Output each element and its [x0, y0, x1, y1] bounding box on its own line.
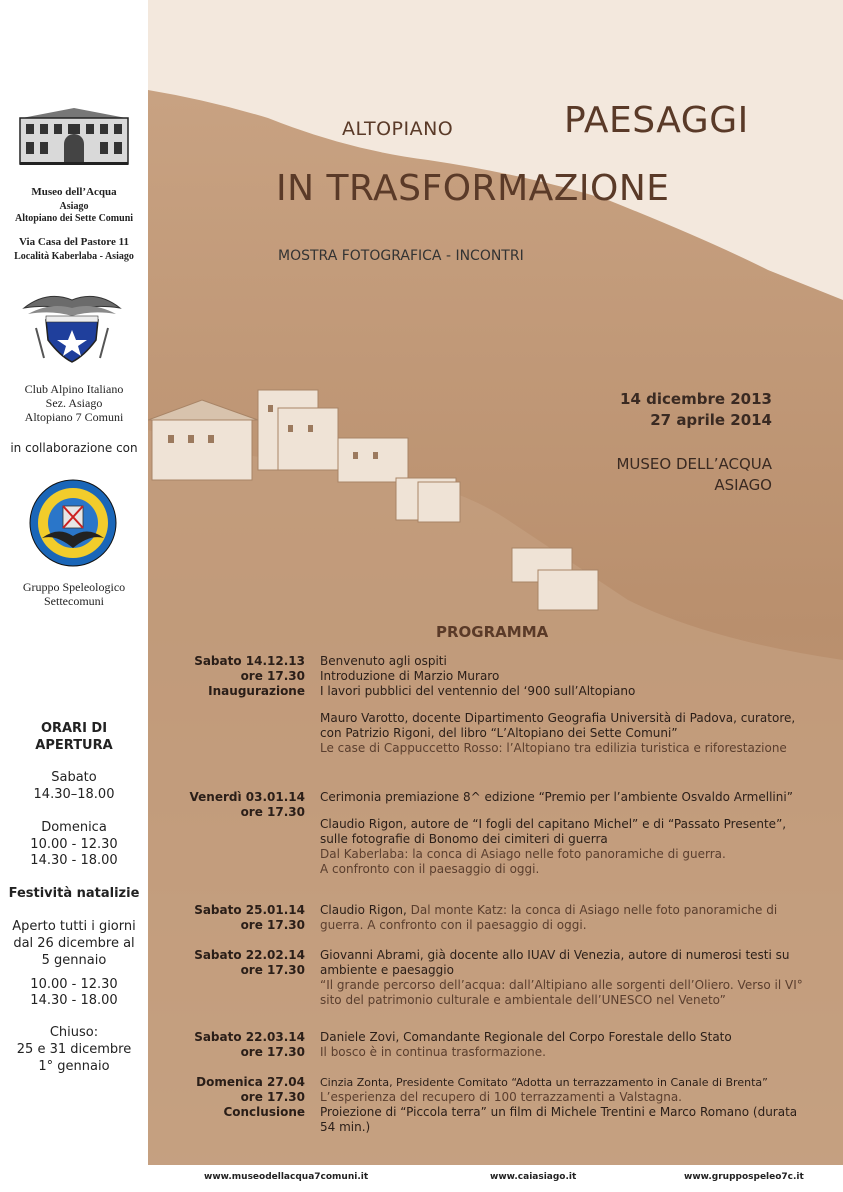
hours-sunday-label: Domenica [41, 820, 107, 835]
event-5-time: ore 17.30 [240, 1045, 305, 1059]
event-1-talk: Le case di Cappuccetto Rosso: l’Altopiano tra edilizia turistica e riforestazione [320, 741, 787, 755]
event-3 [148, 903, 843, 943]
header-subtitle: MOSTRA FOTOGRAFICA - INCONTRI [278, 248, 524, 264]
event-4-speaker: Giovanni Abrami, già docente allo IUAV di Venezia, autore di numerosi testi su ambiente e paesaggio [320, 948, 790, 977]
cai-name: Club Alpino Italiano [24, 382, 124, 396]
event-5-speaker: Daniele Zovi, Comandante Regionale del Corpo Forestale dello Stato [320, 1030, 732, 1044]
holiday-time-2: 14.30 - 18.00 [30, 993, 118, 1008]
event-6 [148, 1075, 843, 1150]
holiday-line-3: 5 gennaio [41, 953, 107, 968]
event-1-details [320, 654, 810, 756]
closed-line-1: 25 e 31 dicembre [16, 1042, 132, 1057]
hours-saturday-label: Sabato [51, 770, 97, 785]
header-paesaggi: PAESAGGI [564, 100, 749, 141]
closed-line-2: 1° gennaio [38, 1059, 110, 1074]
event-6-speaker: Cinzia Zonta, Presidente Comitato “Adotta un terrazzamento in Canale di Brenta” [320, 1076, 768, 1089]
event-2-details [320, 790, 810, 877]
collaboration-text: in collaborazione con [10, 441, 138, 455]
event-2-talk-2: A confronto con il paesaggio di oggi. [320, 862, 540, 876]
event-1-time: ore 17.30 [240, 669, 305, 683]
event-3-talk: Dal monte Katz: la conca di Asiago nelle foto panoramiche di guerra. A confronto con il paesaggio di oggi. [320, 903, 778, 932]
holiday-line-1: Aperto tutti i giorni [12, 919, 136, 934]
cai-eagle-logo [22, 288, 122, 366]
holiday-title: Festività natalizie [8, 886, 140, 901]
header-trasformazione: IN TRASFORMAZIONE [276, 168, 670, 209]
museum-town: Asiago [59, 201, 89, 212]
speleo-name-2: Settecomuni [44, 594, 104, 608]
speleo-name: Gruppo Speleologico [22, 580, 126, 594]
event-3-date: Sabato 25.01.14 [194, 903, 305, 917]
event-5-when [178, 1030, 305, 1060]
event-4-when [178, 948, 305, 978]
event-2-speaker: Claudio Rigon, autore de “I fogli del capitano Michel” e di “Passato Presente”, sulle fotografie di Bonomo dei cimiteri di guerra [320, 817, 787, 846]
sidebar [0, 0, 148, 1165]
holiday-line-2: dal 26 dicembre al [13, 936, 135, 951]
event-1-label: Inaugurazione [208, 684, 305, 698]
museum-area: Altopiano dei Sette Comuni [14, 213, 134, 224]
event-1 [148, 654, 843, 784]
event-5-talk: Il bosco è in continua trasformazione. [320, 1045, 546, 1059]
hours-title-2: APERTURA [35, 738, 113, 753]
event-4-time: ore 17.30 [240, 963, 305, 977]
date-end: 27 aprile 2014 [650, 411, 772, 429]
event-5 [148, 1030, 843, 1065]
event-1-date: Sabato 14.12.13 [194, 654, 305, 668]
event-1-speaker: Mauro Varotto, docente Dipartimento Geografia Università di Padova, curatore, con Patrizio Rigoni, del libro “L’Altopiano dei Sette Comuni” [320, 711, 796, 740]
event-4-details [320, 948, 810, 1008]
event-2-item-1: Cerimonia premiazione 8^ edizione “Premio per l’ambiente Osvaldo Armellini” [320, 790, 793, 804]
venue-name: MUSEO DELL’ACQUA [616, 455, 772, 473]
museum-building-logo [14, 104, 134, 168]
event-1-when [178, 654, 305, 699]
event-2-talk-1: Dal Kaberlaba: la conca di Asiago nelle foto panoramiche di guerra. [320, 847, 726, 861]
hours-sunday-time-1: 10.00 - 12.30 [30, 837, 118, 852]
event-2-date: Venerdì 03.01.14 [189, 790, 305, 804]
footer-link-museum[interactable]: www.museodellacqua7comuni.it [204, 1172, 369, 1182]
event-3-when [178, 903, 305, 933]
event-1-item-3: I lavori pubblici del ventennio del ‘900 sull’Altopiano [320, 684, 636, 698]
event-4-talk: “Il grande percorso dell’acqua: dall’Altipiano alle sorgenti dell’Oliero. Verso il VI° sito del patrimonio culturale e ambientale dell’UNESCO nel Veneto” [320, 978, 803, 1007]
hours-sunday-time-2: 14.30 - 18.00 [30, 853, 118, 868]
event-4 [148, 948, 843, 1018]
footer-link-cai[interactable]: www.caiasiago.it [490, 1172, 577, 1182]
cai-area: Altopiano 7 Comuni [24, 410, 124, 424]
hours-saturday-time: 14.30–18.00 [33, 787, 115, 802]
event-2 [148, 790, 843, 900]
museum-name: Museo dell’Acqua [31, 186, 117, 198]
event-3-time: ore 17.30 [240, 918, 305, 932]
venue-city: ASIAGO [714, 476, 772, 494]
speleo-group-logo [28, 478, 118, 568]
event-6-film: Proiezione di “Piccola terra” un film di Michele Trentini e Marco Romano (durata 54 min.) [320, 1105, 798, 1134]
event-6-talk: L’esperienza del recupero di 100 terrazzamenti a Valstagna. [320, 1090, 682, 1104]
museum-address-locality: Località Kaberlaba - Asiago [14, 251, 134, 262]
museum-address-street: Via Casa del Pastore 11 [19, 236, 129, 248]
event-2-when [178, 790, 305, 820]
event-4-date: Sabato 22.02.14 [194, 948, 305, 962]
event-6-when [178, 1075, 305, 1120]
closed-title: Chiuso: [49, 1025, 99, 1040]
footer-link-speleo[interactable]: www.gruppospeleo7c.it [684, 1172, 804, 1182]
event-6-date: Domenica 27.04 [196, 1075, 305, 1089]
footer [148, 1165, 843, 1192]
event-1-item-2: Introduzione di Marzio Muraro [320, 669, 500, 683]
event-3-speaker: Claudio Rigon, [320, 903, 407, 917]
event-6-label: Conclusione [223, 1105, 305, 1119]
event-3-details [320, 903, 810, 933]
event-5-details [320, 1030, 810, 1060]
event-2-time: ore 17.30 [240, 805, 305, 819]
event-5-date: Sabato 22.03.14 [194, 1030, 305, 1044]
event-6-time: ore 17.30 [240, 1090, 305, 1104]
date-start: 14 dicembre 2013 [620, 390, 772, 408]
event-1-item-1: Benvenuto agli ospiti [320, 654, 447, 668]
holiday-time-1: 10.00 - 12.30 [30, 977, 118, 992]
program-title: PROGRAMMA [436, 623, 549, 641]
cai-section: Sez. Asiago [45, 396, 103, 410]
hours-title-1: ORARI DI [40, 721, 108, 736]
header-altopiano: ALTOPIANO [342, 118, 454, 140]
event-6-details [320, 1075, 810, 1135]
